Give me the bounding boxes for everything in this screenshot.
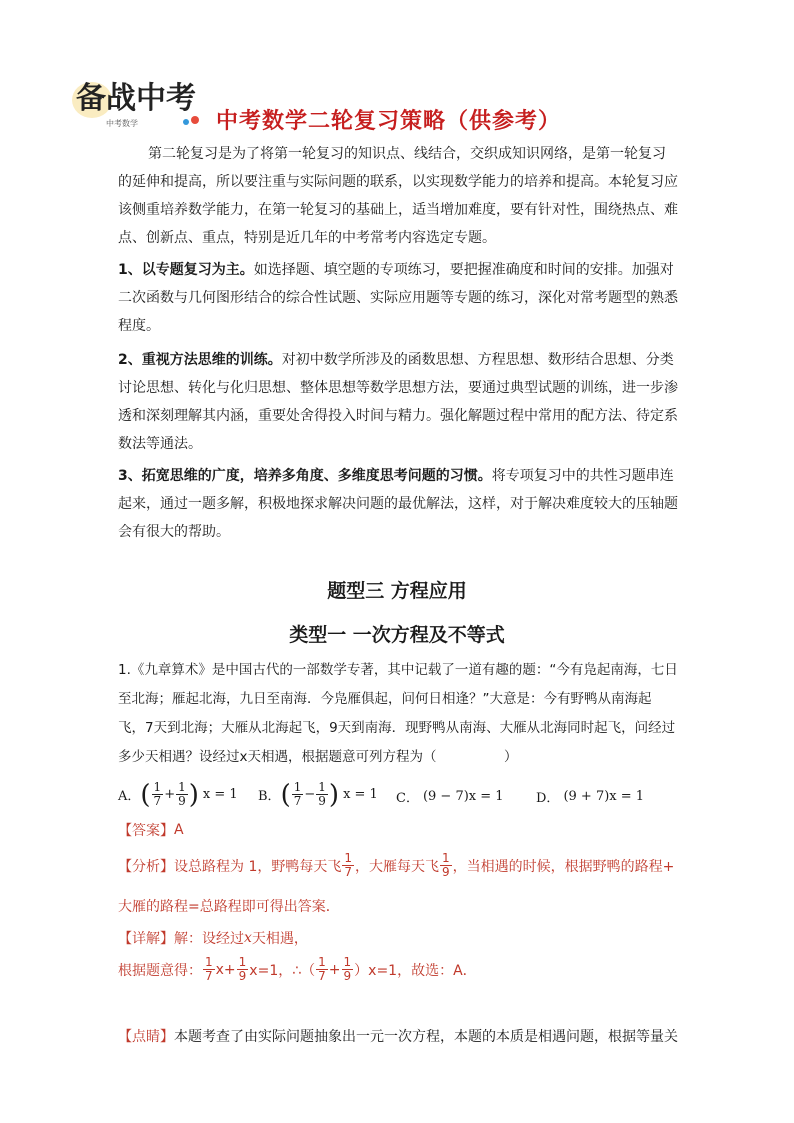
- option-a[interactable]: A． ( $\frac{1}{7}$ + $\frac{1}{9}$ ) x = 1: [118, 779, 238, 810]
- svg-text:中考数学: 中考数学: [106, 119, 138, 128]
- detail-line-2: 根据题意得： $\frac{1}{7}$ x+ $\frac{1}{9}$ x=1，∴（ $\frac{1}{7}$ + $\frac{1}{9}$ ）x=1，故选：A．: [118, 955, 477, 983]
- point-2: [118, 346, 678, 458]
- svg-text:备战中考: 备战中考: [76, 81, 196, 116]
- answer-tag: 【答案】: [118, 823, 174, 839]
- comment-line: 【点睛】 本题考查了由实际问题抽象出一元一次方程，本题的本质是相遇问题，根据等量关: [118, 1029, 678, 1045]
- point-3-head: 3、拓宽思维的广度，培养多角度、多维度思考问题的习惯。: [118, 468, 492, 484]
- subsection-title: 类型一 一次方程及不等式: [289, 624, 505, 646]
- option-b[interactable]: B． ( $\frac{1}{7}$ − $\frac{1}{9}$ ) x = 1: [258, 779, 378, 810]
- question-text: 1.《九章算术》是中国古代的一部数学专著，其中记载了一道有趣的题：“今有凫起南海，七日至北海；雁起北海，九日至南海．今凫雁俱起，问何日相逢？”大意是：今有野鸭从南海起飞，7天到北海；大雁从北海起飞，9天到南海．现野鸭从南海、大雁从北海同时起飞，问经过多少天相遇？设经过x天相遇，根据题意可列方程为（ ）: [118, 662, 678, 765]
- detail-line-1: 【详解】 解：设经过 x 天相遇，: [118, 930, 308, 947]
- point-3: [118, 462, 678, 546]
- answer-line: [118, 820, 184, 840]
- point-2-body: 对初中数学所涉及的函数思想、方程思想、数形结合思想、分类讨论思想、转化与化归思想、整体思想等数学思想方法，要通过典型试题的训练，进一步渗透和深刻理解其内涵，重要处舍得投入时间与精力。强化解题过程中常用的配方法、待定系数法等通法。: [118, 352, 678, 452]
- logo-graphic: [70, 70, 210, 130]
- page-title: 中考数学二轮复习策略（供参考）: [216, 109, 562, 134]
- option-c[interactable]: C． (9 − 7)x = 1: [396, 789, 504, 806]
- section-title: 题型三 方程应用: [327, 580, 467, 602]
- option-d[interactable]: D． (9 + 7)x = 1: [536, 789, 645, 806]
- analysis-line-1: 【分析】 设总路程为 1，野鸭每天飞 $\frac{1}{7}$ ，大雁每天飞 $\frac{1}{9}$ ，当相遇的时候，根据野鸭的路程+: [118, 851, 675, 879]
- point-3-body: 将专项复习中的共性习题串连起来，通过一题多解，积极地探求解决问题的最优解法，这样，对于解决难度较大的压轴题会有很大的帮助。: [118, 468, 678, 540]
- intro-paragraph: 第二轮复习是为了将第一轮复习的知识点、线结合，交织成知识网络，是第一轮复习的延伸和提高，所以要注重与实际问题的联系，以实现数学能力的培养和提高。本轮复习应该侧重培养数学能力，在第一轮复习的基础上，适当增加难度，要有针对性，围绕热点、难点、创新点、重点，特别是近几年的中考常考内容选定专题。: [118, 146, 678, 246]
- analysis-line-2: 大雁的路程=总路程即可得出答案．: [118, 899, 340, 915]
- point-1-body: 如选择题、填空题的专项练习，要把握准确度和时间的安排。加强对二次函数与几何图形结合的综合性试题、实际应用题等专题的练习，深化对常考题型的熟悉程度。: [118, 262, 678, 334]
- answer-value: A: [174, 822, 184, 838]
- logo: [70, 70, 210, 130]
- point-2-head: 2、重视方法思维的训练。: [118, 352, 282, 368]
- point-1-head: 1、以专题复习为主。: [118, 262, 254, 278]
- point-1: [118, 256, 678, 340]
